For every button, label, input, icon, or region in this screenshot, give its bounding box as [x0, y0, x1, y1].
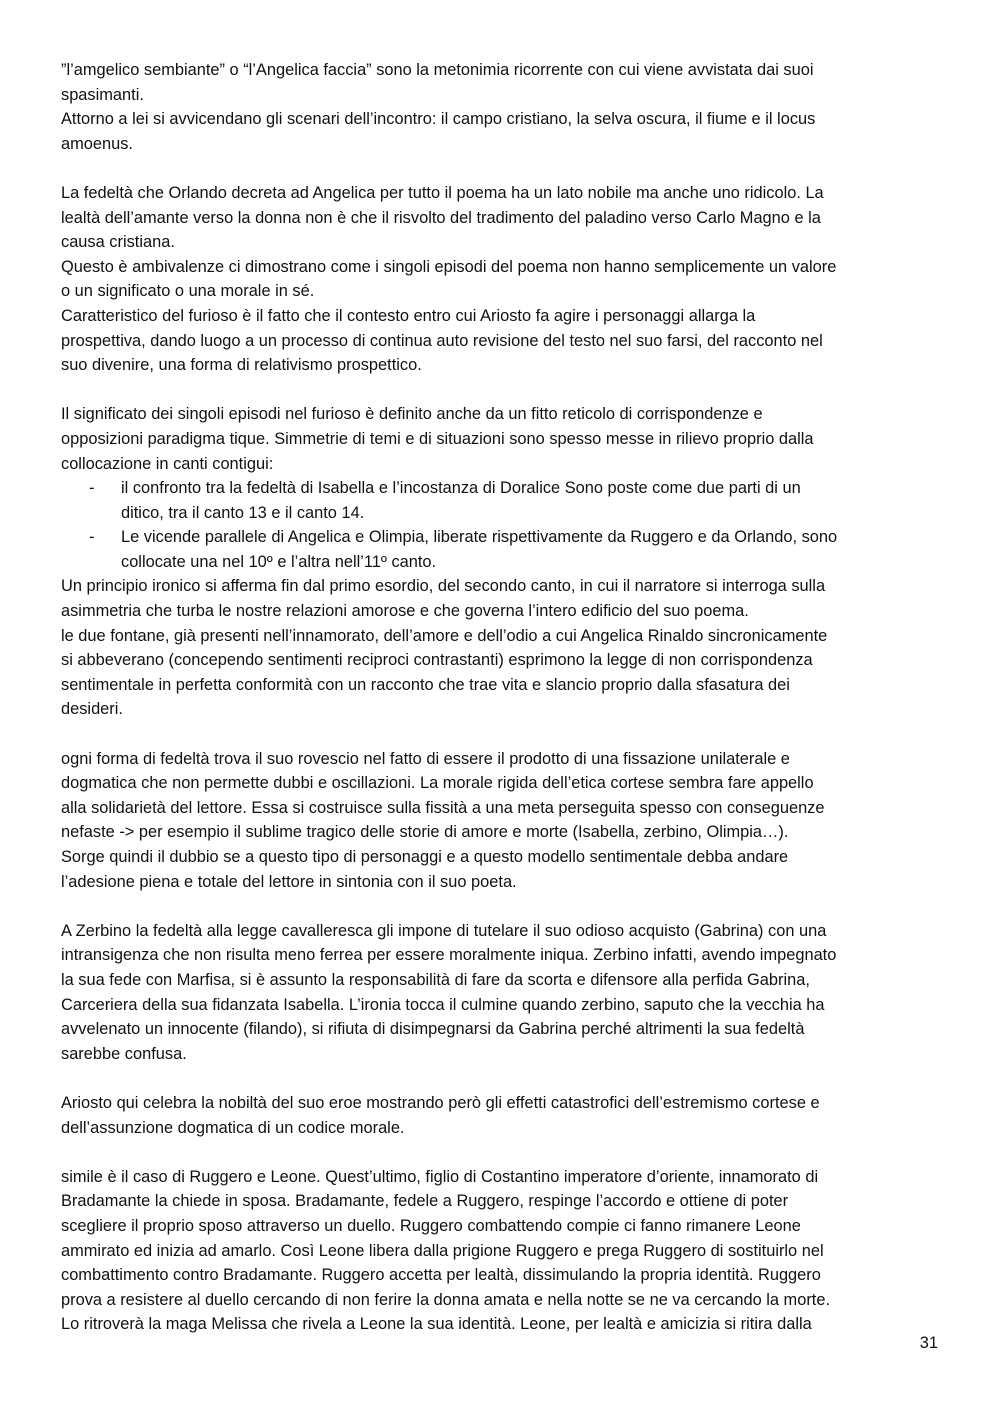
paragraph: Il significato dei singoli episodi nel furioso è definito anche da un fitto reticolo di corrispondenze e opposizioni paradigma tique. Simmetrie di temi e di situazioni sono spesso messe in rilievo proprio dalla collocazione in canti contigui: [61, 405, 814, 473]
paragraph-gap [61, 378, 941, 403]
paragraph: Questo è ambivalenze ci dimostrano come i singoli episodi del poema non hanno semplicemente un valore o un significato o una morale in sé. [61, 257, 837, 301]
paragraph: simile è il caso di Ruggero e Leone. Quest’ultimo, figlio di Costantino imperatore d’oriente, innamorato di Bradamante la chiede in sposa. Bradamante, fedele a Ruggero, respinge l’accordo e ottiene di poter scegliere il proprio sposo attraverso un duello. Ruggero combattendo compie ci fanno rimanere Leone ammirato ed inizia ad amarlo. Così Leone libera dalla prigione Ruggero e prega Ruggero di sostituirlo nel combattimento contro Bradamante. Ruggero accetta per lealtà, dissimulando la propria identità. Ruggero prova a resistere al duello cercando di non ferire la donna amata e nella notte se ne va cercando la morte. Lo ritroverà la maga Melissa che rivela a Leone la sua identità. Leone, per lealtà e amicizia si ritira dalla [61, 1167, 830, 1334]
paragraph: Un principio ironico si afferma fin dal primo esordio, del secondo canto, in cui il narratore si interroga sulla asimmetria che turba le nostre relazioni amorose e che governa l’intero edificio del suo poema. [61, 577, 826, 621]
paragraph: le due fontane, già presenti nell’innamorato, dell’amore e dell’odio a cui Angelica Rinaldo sincronicamente si abbeverano (concependo sentimenti reciproci contrastanti) esprimono la legge di non corrispondenza sentimentale in perfetta conformità con un racconto che trae vita e slancio proprio dalla sfasatura dei desideri. [61, 626, 828, 719]
page-number: 31 [919, 1334, 938, 1352]
paragraph: A Zerbino la fedeltà alla legge cavalleresca gli impone di tutelare il suo odioso acquisto (Gabrina) con una intransigenza che non risulta meno ferrea per essere moralmente iniqua. Zerbino infatti, avendo impegnato la sua fede con Marfisa, si è assunto la responsabilità di fare da scorta e difensore alla perfida Gabrina, Carceriera della sua fidanzata Isabella. L’ironia tocca il culmine quando zerbino, saputo che la vecchia ha avvelenato un innocente (filando), si rifiuta di disimpegnarsi da Gabrina perché altrimenti la sua fedeltà sarebbe confusa. [61, 921, 837, 1063]
list-item [61, 476, 941, 525]
paragraph-gap [61, 894, 941, 919]
paragraph: ogni forma di fedeltà trova il suo rovescio nel fatto di essere il prodotto di una fissazione unilaterale e dogmatica che non permette dubbi e oscillazioni. La morale rigida dell’etica cortese sembra fare appello alla solidarietà del lettore. Essa si costruisce sulla fissità a una meta perseguita spesso con conseguenze nefaste -> per esempio il sublime tragico delle storie di amore e morte (Isabella, zerbino, Olimpia…). [61, 749, 825, 842]
paragraph: ”l’amgelico sembiante” o “l’Angelica faccia” sono la metonimia ricorrente con cui viene avvistata dai suoi spasimanti. [61, 61, 814, 104]
document-body [61, 58, 941, 1337]
list-item-text: Le vicende parallele di Angelica e Olimpia, liberate rispettivamente da Ruggero e da Orlando, sono collocate una nel 10º e l’altra nell’11º canto. [121, 528, 838, 571]
paragraph-gap [61, 156, 941, 181]
paragraph-gap [61, 1066, 941, 1091]
list-item-text: il confronto tra la fedeltà di Isabella e l’incostanza di Doralice Sono poste come due parti di un ditico, tra il canto 13 e il canto 14. [121, 479, 801, 522]
list-marker: - [89, 528, 95, 547]
paragraph: Caratteristico del furioso è il fatto che il contesto entro cui Ariosto fa agire i personaggi allarga la prospettiva, dando luogo a un processo di continua auto revisione del testo nel suo farsi, del racconto nel suo divenire, una forma di relativismo prospettico. [61, 306, 823, 375]
paragraph-gap [61, 722, 941, 747]
list-item [61, 525, 941, 574]
paragraph: Ariosto qui celebra la nobiltà del suo eroe mostrando però gli effetti catastrofici dell’estremismo cortese e dell’assunzione dogmatica di un codice morale. [61, 1093, 820, 1137]
bullet-list [61, 476, 941, 574]
paragraph: La fedeltà che Orlando decreta ad Angelica per tutto il poema ha un lato nobile ma anche uno ridicolo. La lealtà dell’amante verso la donna non è che il risvolto del tradimento del paladino verso Carlo Magno e la causa cristiana. [61, 183, 824, 252]
paragraph-gap [61, 1140, 941, 1165]
list-marker: - [89, 479, 95, 498]
paragraph: Sorge quindi il dubbio se a questo tipo di personaggi e a questo modello sentimentale debba andare l’adesione piena e totale del lettore in sintonia con il suo poeta. [61, 848, 789, 891]
paragraph: Attorno a lei si avvicendano gli scenari dell’incontro: il campo cristiano, la selva oscura, il fiume e il locus amoenus. [61, 110, 816, 153]
